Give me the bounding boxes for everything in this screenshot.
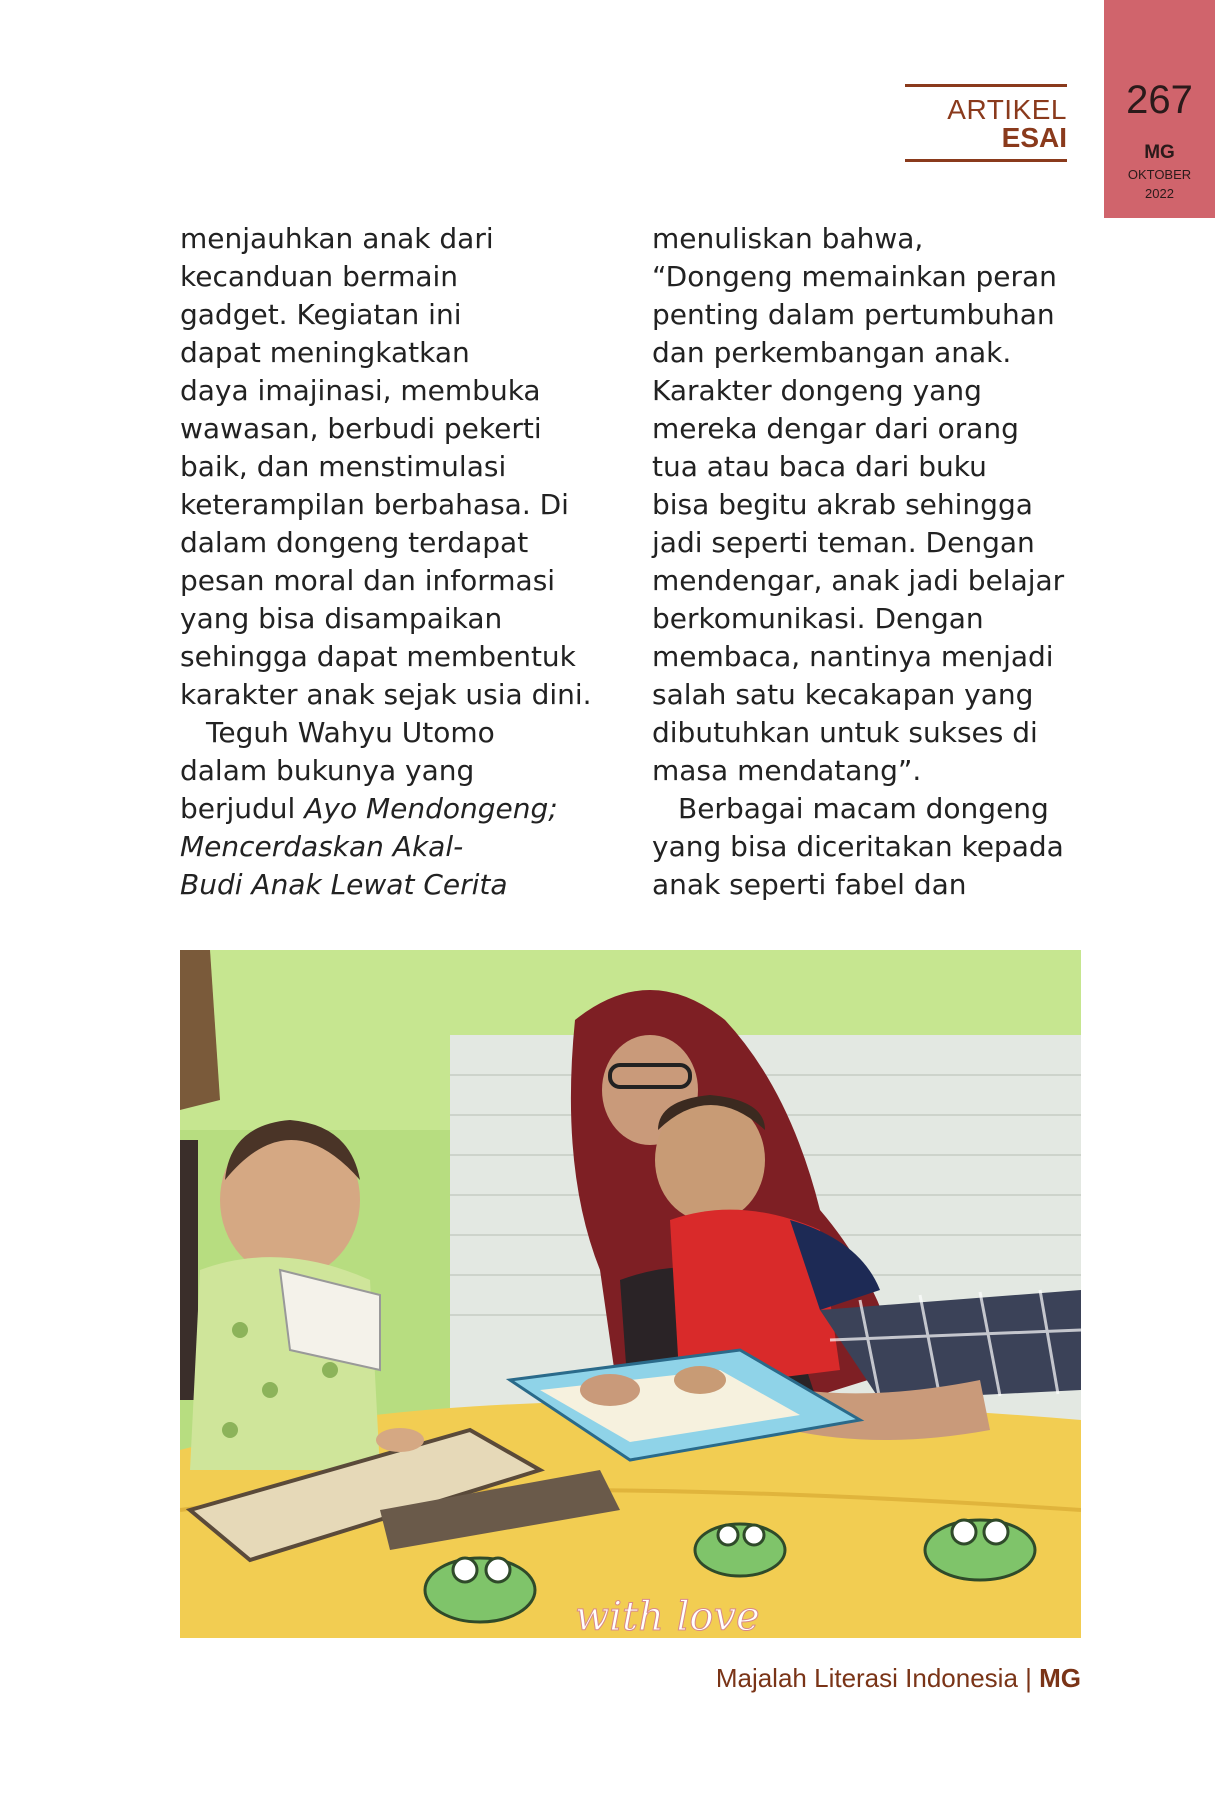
magazine-abbr: MG xyxy=(1144,142,1175,163)
text-line: menuliskan bahwa, xyxy=(652,222,924,255)
text-line: gadget. Kegiatan ini xyxy=(180,298,462,331)
blanket-text: with love xyxy=(575,1594,760,1638)
text-line: jadi seperti teman. Dengan xyxy=(652,526,1035,559)
text-line: sehingga dapat membentuk xyxy=(180,640,576,673)
text-line: dapat meningkatkan xyxy=(180,336,470,369)
text-line-with-title xyxy=(180,790,620,828)
text-line: keterampilan berbahasa. Di xyxy=(180,488,569,521)
text-line: wawasan, berbudi pekerti xyxy=(180,412,542,445)
issue-month: OKTOBER xyxy=(1127,167,1192,182)
text-line: kecanduan bermain xyxy=(180,260,459,293)
issue-year: 2022 xyxy=(1145,186,1174,201)
footer-publication: Majalah Literasi Indonesia xyxy=(715,1663,1018,1693)
text-line: dibutuhkan untuk sukses di xyxy=(652,716,1038,749)
text-line: masa mendatang”. xyxy=(652,754,922,787)
text-line: penting dalam pertumbuhan xyxy=(652,298,1055,331)
text-line: dalam bukunya yang xyxy=(180,754,475,787)
text-line: daya imajinasi, membuka xyxy=(180,374,541,407)
page-number-tab xyxy=(1104,0,1215,218)
text-line: membaca, nantinya menjadi xyxy=(652,640,1054,673)
section-label-line2: ESAI xyxy=(1001,122,1067,153)
footer-separator: | xyxy=(1017,1663,1040,1693)
text-line: bisa begitu akrab sehingga xyxy=(652,488,1033,521)
text-line: pesan moral dan informasi xyxy=(180,564,556,597)
text-line-paragraph-start: Teguh Wahyu Utomo xyxy=(206,716,495,749)
text-line: salah satu kecakapan yang xyxy=(652,678,1034,711)
text-line: anak seperti fabel dan xyxy=(652,868,967,901)
section-label xyxy=(905,84,1067,162)
text-line: menjauhkan anak dari xyxy=(180,222,494,255)
text-line: yang bisa diceritakan kepada xyxy=(652,830,1064,863)
text-line-paragraph-start: Berbagai macam dongeng xyxy=(678,792,1049,825)
text-line: karakter anak sejak usia dini. xyxy=(180,678,592,711)
book-title-italic: Budi Anak Lewat Cerita xyxy=(180,868,508,901)
text-line: tua atau baca dari buku xyxy=(652,450,987,483)
page-number: 267 xyxy=(1126,78,1193,122)
text-segment: berjudul xyxy=(180,792,305,825)
footer xyxy=(700,1663,1081,1694)
text-line: mereka dengar dari orang xyxy=(652,412,1019,445)
book-title-italic: Ayo Mendongeng; xyxy=(304,792,558,825)
text-line: “Dongeng memainkan peran xyxy=(652,260,1057,293)
text-line: baik, dan menstimulasi xyxy=(180,450,507,483)
text-line: yang bisa disampaikan xyxy=(180,602,503,635)
text-line: dalam dongeng terdapat xyxy=(180,526,529,559)
section-label-line1: ARTIKEL xyxy=(947,94,1067,125)
text-line: mendengar, anak jadi belajar xyxy=(652,564,1065,597)
photo-illustration xyxy=(180,950,1081,1638)
article-column-right xyxy=(652,220,1092,904)
text-line: Karakter dongeng yang xyxy=(652,374,982,407)
article-photo xyxy=(180,950,1081,1638)
text-line: berkomunikasi. Dengan xyxy=(652,602,984,635)
text-line: dan perkembangan anak. xyxy=(652,336,1012,369)
book-title-italic: Mencerdaskan Akal- xyxy=(180,830,464,863)
article-column-left xyxy=(180,220,620,904)
footer-abbr: MG xyxy=(1039,1663,1081,1693)
